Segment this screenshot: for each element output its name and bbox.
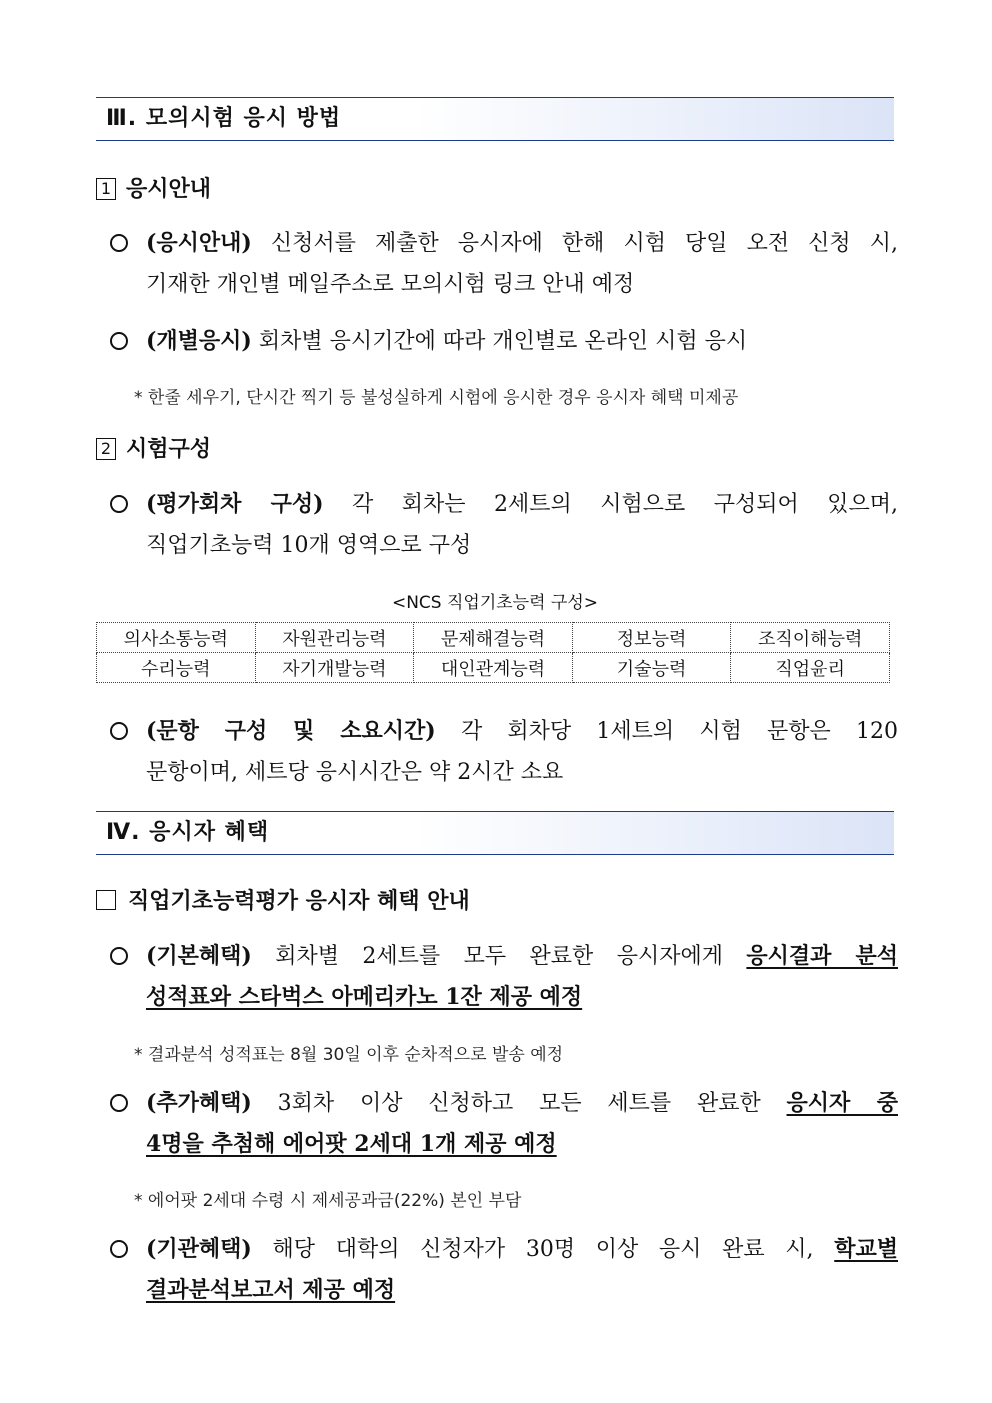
table-cell: 기술능력: [572, 653, 731, 683]
table-cell: 자기개발능력: [255, 653, 414, 683]
bullet-text-line2: 기재한 개인별 메일주소로 모의시험 링크 안내 예정: [146, 272, 635, 297]
circle-bullet-icon: [110, 234, 128, 252]
underlined-text-line2: 성적표와 스타벅스 아메리카노 1잔 제공 예정: [146, 984, 583, 1010]
bullet-text-line2: 문항이며, 세트당 응시시간은 약 2시간 소요: [146, 760, 564, 785]
table-cell: 직업윤리: [731, 653, 890, 683]
section-3-header: Ⅲ. 모의시험 응시 방법: [96, 97, 894, 141]
bullet-exam-guide: [110, 223, 898, 305]
bullet-label: (기본혜택): [146, 943, 252, 969]
bullet-text: 3회차 이상 신청하고 모든 세트를 완료한: [277, 1091, 761, 1116]
subsection-benefits-title: [96, 884, 470, 915]
table-cell: 의사소통능력: [97, 623, 256, 653]
table-cell: 자원관리능력: [255, 623, 414, 653]
note-report-delivery: * 결과분석 성적표는 8월 30일 이후 순차적으로 발송 예정: [134, 1045, 564, 1065]
number-box: 2: [96, 438, 116, 460]
underlined-text-line2: 결과분석보고서 제공 예정: [146, 1277, 396, 1303]
bullet-label: (응시안내): [146, 230, 252, 256]
bullet-institution-benefit: [110, 1229, 898, 1311]
underlined-text: 학교별: [834, 1236, 898, 1262]
underlined-text: 응시자 중: [786, 1090, 898, 1116]
subsection-2-label: 시험구성: [126, 437, 212, 462]
bullet-text: 회차별 2세트를 모두 완료한 응시자에게: [275, 944, 723, 969]
bullet-question-composition: [110, 711, 898, 793]
bullet-text: 해당 대학의 신청자가 30명 이상 응시 완료 시,: [272, 1237, 814, 1262]
bullet-basic-benefit: [110, 936, 898, 1018]
circle-bullet-icon: [110, 1094, 128, 1112]
underlined-text: 응시결과 분석: [746, 943, 898, 969]
subsection-2-title: [96, 432, 211, 463]
subsection-benefits-label: 직업기초능력평가 응시자 혜택 안내: [128, 889, 470, 914]
note-airpods-tax: * 에어팟 2세대 수령 시 제세공과금(22%) 본인 부담: [134, 1191, 522, 1211]
bullet-text-line2: 직업기초능력 10개 영역으로 구성: [146, 533, 472, 558]
bullet-text: 회차별 응시기간에 따라 개인별로 온라인 시험 응시: [258, 329, 748, 354]
ncs-table: [96, 622, 890, 683]
subsection-1-label: 응시안내: [126, 177, 212, 202]
bullet-label: (개별응시): [146, 328, 252, 354]
number-box: 1: [96, 178, 116, 200]
bullet-round-composition: [110, 484, 898, 566]
bullet-label: (기관혜택): [146, 1236, 252, 1262]
table-cell: 문제해결능력: [414, 623, 573, 653]
circle-bullet-icon: [110, 332, 128, 350]
table-caption: <NCS 직업기초능력 구성>: [391, 593, 599, 613]
table-row: [97, 653, 890, 683]
bullet-text: 각 회차당 1세트의 시험 문항은 120: [460, 719, 898, 744]
note-unfaithful: * 한줄 세우기, 단시간 찍기 등 불성실하게 시험에 응시한 경우 응시자 혜택 미제공: [134, 388, 739, 408]
bullet-label: (추가혜택): [146, 1090, 252, 1116]
bullet-individual-exam: [110, 321, 898, 362]
bullet-extra-benefit: [110, 1083, 898, 1165]
circle-bullet-icon: [110, 722, 128, 740]
bullet-label: (문항 구성 및 소요시간): [146, 718, 436, 744]
bullet-text: 신청서를 제출한 응시자에 한해 시험 당일 오전 신청 시,: [270, 231, 899, 256]
circle-bullet-icon: [110, 1240, 128, 1258]
table-row: [97, 623, 890, 653]
circle-bullet-icon: [110, 495, 128, 513]
table-cell: 조직이해능력: [731, 623, 890, 653]
table-cell: 정보능력: [572, 623, 731, 653]
subsection-1-title: [96, 172, 211, 203]
table-cell: 수리능력: [97, 653, 256, 683]
section-4-header: Ⅳ. 응시자 혜택: [96, 811, 894, 855]
table-cell: 대인관계능력: [414, 653, 573, 683]
bullet-label: (평가회차 구성): [146, 491, 324, 517]
checkbox-square-icon: [96, 890, 116, 910]
bullet-text: 각 회차는 2세트의 시험으로 구성되어 있으며,: [352, 492, 898, 517]
underlined-text-line2: 4명을 추첨해 에어팟 2세대 1개 제공 예정: [146, 1131, 557, 1157]
circle-bullet-icon: [110, 947, 128, 965]
